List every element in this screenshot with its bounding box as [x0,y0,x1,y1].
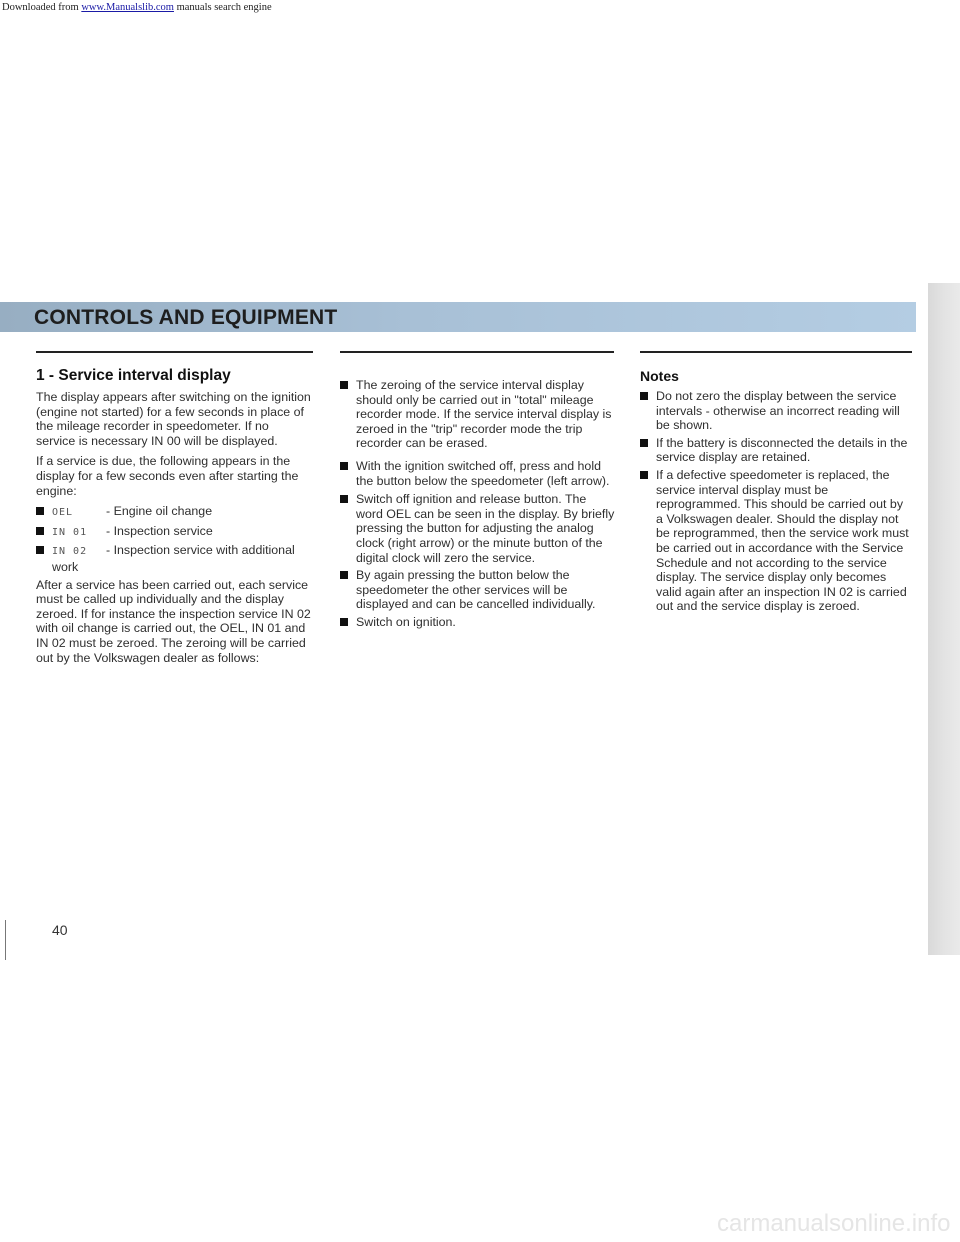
bullet-square-icon [36,507,44,515]
list-item [340,459,615,488]
bullet-square-icon [36,546,44,554]
column-rule-2 [340,351,614,353]
list-item-text: By again pressing the button below the speedometer the other services will be displayed and can be cancelled individually. [356,568,596,612]
bullet-square-icon [340,381,348,389]
zeroing-paragraph: After a service has been carried out, each service must be called up individually and the display zeroed. If for instance the inspection service IN 02 with oil change is carried out, the OEL, IN 01 and IN 02 must be zeroed. The zeroing will be carried out by the Volkswagen dealer as follows: [36,577,311,665]
list-item [340,378,615,451]
list-item-text: Switch off ignition and release button. The word OEL can be seen in the display. By briefly pressing the button for adjusting the analog clock (right arrow) or the minute button of the digital clock will zero the service. [356,492,615,565]
display-code: IN 01 [52,526,88,538]
list-item [640,389,912,433]
bullet-square-icon [340,495,348,503]
column-notes [640,363,912,617]
bullet-square-icon [36,527,44,535]
list-item [36,524,311,541]
list-item-text: - Engine oil change [106,504,213,519]
display-code: OEL [52,507,74,519]
service-interval-heading: 1 - Service interval display [36,367,231,384]
column-service-interval [36,360,311,671]
column-zeroing-steps [340,378,615,633]
list-item-text: Do not zero the display between the service intervals - otherwise an incorrect reading will be shown. [656,389,900,433]
column-rule-1 [36,351,313,353]
list-item-text: - Inspection service [106,523,213,538]
download-source-line [2,2,272,13]
manualslib-link[interactable]: www.Manualslib.com [81,2,174,13]
list-item-text: The zeroing of the service interval display should only be carried out in "total" mileage recorder mode. If the service interval display is zeroed in the "trip" recorder mode the trip recorder can be erased. [356,378,612,451]
list-item-text: If the battery is disconnected the details in the service display are retained. [656,435,908,465]
page-number: 40 [52,922,68,938]
bullet-square-icon [640,471,648,479]
source-suffix: manuals search engine [173,2,272,13]
display-code: IN 02 [52,546,88,558]
notes-heading: Notes [640,368,679,384]
list-item-text: With the ignition switched off, press and hold the button below the speedometer (left arrow). [356,458,610,488]
list-item [340,492,615,565]
crop-mark [5,920,6,960]
service-due-paragraph: If a service is due, the following appears in the display for a few seconds even after starting the engine: [36,454,299,498]
list-item [640,468,912,614]
watermark-text: carmanualsonline.info [717,1210,951,1237]
bullet-square-icon [340,618,348,626]
column-rule-3 [640,351,912,353]
list-item [640,436,912,465]
page-edge-shadow [928,283,960,955]
list-item [36,543,311,574]
bullet-square-icon [640,392,648,400]
intro-paragraph: The display appears after switching on the ignition (engine not started) for a few seconds in place of the mileage recorder in speedometer. If no service is necessary IN 00 will be displayed. [36,390,311,448]
section-title: CONTROLS AND EQUIPMENT [34,306,338,329]
list-item-text: - Inspection service with additional work [52,543,295,574]
source-prefix: Downloaded from [2,2,82,13]
list-item [340,615,615,630]
list-item-text: Switch on ignition. [356,614,456,629]
bullet-square-icon [640,439,648,447]
list-item-text: If a defective speedometer is replaced, the service interval display must be reprogrammed. This should be carried out by a Volkswagen dealer. Should the display not be reprogrammed, then the service work must be carried out in accordance with the Service Schedule and not according to the service display. The service display only becomes valid again after an inspection IN 02 is carried out and the service display is zeroed. [656,467,909,614]
list-item [36,504,311,521]
bullet-square-icon [340,571,348,579]
list-item [340,568,615,612]
bullet-square-icon [340,462,348,470]
